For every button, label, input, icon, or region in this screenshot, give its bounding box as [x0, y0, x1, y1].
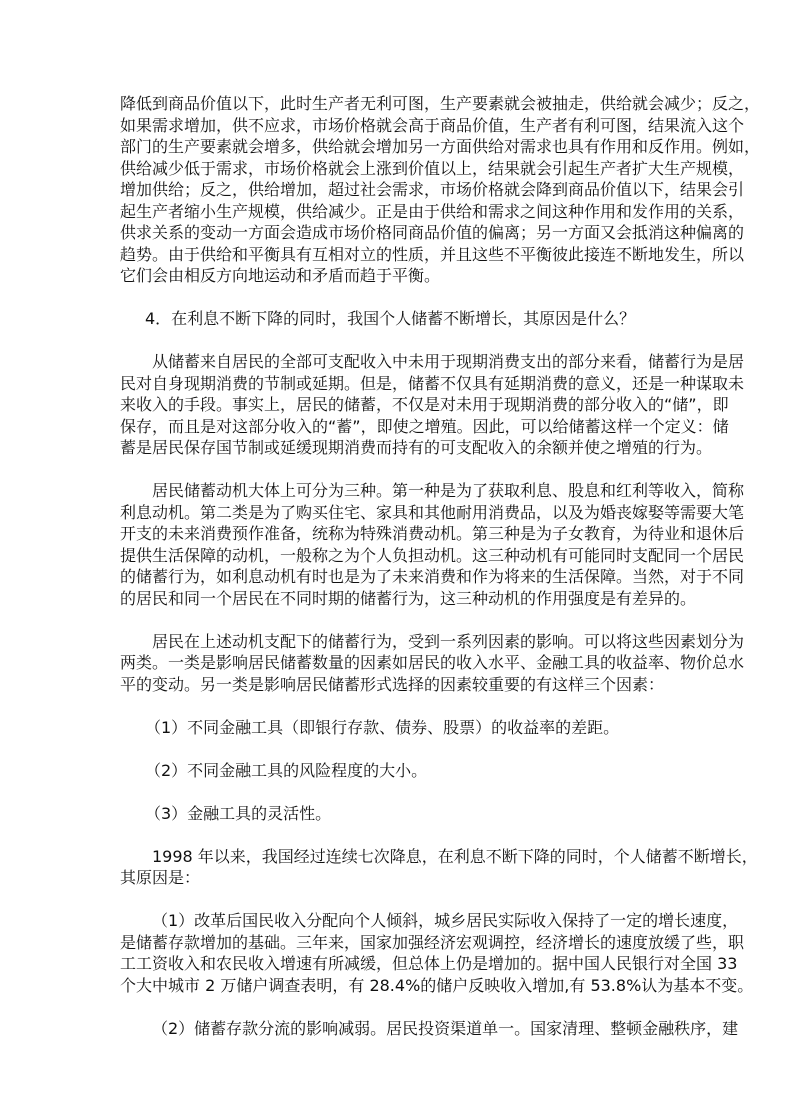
text-line: （1）不同金融工具（即银行存款、债券、股票）的收益率的差距。 [145, 717, 620, 737]
paragraph-spacer [120, 824, 662, 846]
paragraph-spacer [120, 330, 662, 352]
paragraph-spacer [120, 781, 662, 803]
text-line: 提供生活保障的动机，一般称之为个人负担动机。这三种动机有可能同时支配同一个居民 [120, 545, 745, 565]
text-line: 它们会由相反方向地运动和矛盾而趋于平衡。 [120, 266, 441, 285]
text-line: 如果需求增加，供不应求，市场价格就会高于商品价值，生产者有利可图，结果流入这个 [120, 115, 745, 135]
text-line: 增加供给；反之，供给增加，超过社会需求，市场价格就会降到商品价值以下，结果会引 [120, 180, 745, 199]
text-line: 个大中城市 2 万储户调查表明，有 28.4%的储户反映收入增加,有 53.8%认为基本不变。 [120, 975, 754, 995]
text-line: 的居民和同一个居民在不同时期的储蓄行为，这三种动机的作用强度是有差异的。 [120, 588, 697, 608]
paragraph-spacer [120, 738, 662, 760]
text-line: 从储蓄来自居民的全部可支配收入中未用于现期消费支出的部分来看，储蓄行为是居 [152, 352, 745, 371]
text-line: 居民在上述动机支配下的储蓄行为，受到一系列因素的影响。可以将这些因素划分为 [152, 631, 745, 651]
text-line: 是储蓄存款增加的基础。三年来，国家加强经济宏观调控，经济增长的速度放缓了些，职 [120, 932, 745, 952]
text-line: 的储蓄行为，如利息动机有时也是为了未来消费和作为将来的生活保障。当然，对于不同 [120, 567, 745, 586]
text-line: 1998 年以来，我国经过连续七次降息，在利息不断下降的同时，个人储蓄不断增长， [152, 846, 758, 866]
text-line: 供给减少低于需求，市场价格就会上涨到价值以上，结果就会引起生产者扩大生产规模， [120, 158, 745, 178]
text-line: 平的变动。另一类是影响居民储蓄形式选择的因素较重要的有这样三个因素： [120, 674, 665, 694]
text-line: （2）不同金融工具的风险程度的大小。 [145, 760, 428, 780]
list-item [120, 760, 662, 782]
list-item [120, 717, 662, 739]
text-line: 保存，而且是对这部分收入的“蓄”，即使之增殖。因此，可以给储蓄这样一个定义：储 [120, 416, 729, 436]
text-line: （1）改革后国民收入分配向个人倾斜，城乡居民实际收入保持了一定的增长速度， [152, 911, 739, 930]
paragraph-spacer [120, 695, 662, 717]
text-line: 趋势。由于供给和平衡具有互相对立的性质，并且这些不平衡彼此接连不断地发生，所以 [120, 244, 745, 264]
paragraph [120, 631, 745, 696]
paragraph [120, 93, 761, 287]
text-line: 部门的生产要素就会增多，供给就会增加另一方面供给对需求也具有作用和反作用。例如， [120, 137, 761, 156]
paragraph-spacer [120, 609, 662, 631]
paragraph [120, 351, 745, 459]
text-line: 两类。一类是影响居民储蓄数量的因素如居民的收入水平、金融工具的收益率、物价总水 [120, 653, 745, 672]
text-line: 利息动机。第二类是为了购买住宅、家具和其他耐用消费品，以及为婚丧嫁娶等需要大笔 [120, 502, 745, 522]
paragraph [120, 910, 754, 996]
text-line: 蓄是居民保存国节制或延缓现期消费而持有的可支配收入的余额并使之增殖的行为。 [120, 438, 713, 457]
paragraph [120, 1018, 739, 1040]
paragraph [120, 846, 758, 889]
text-line: 工工资收入和农民收入增速有所减缓，但总体上仍是增加的。据中国人民银行对全国 33 [120, 954, 738, 973]
paragraph-spacer [120, 996, 662, 1018]
paragraph [120, 480, 745, 609]
text-line: 起生产者缩小生产规模，供给减少。正是由于供给和需求之间这种作用和发作用的关系， [120, 201, 745, 221]
text-line: 居民储蓄动机大体上可分为三种。第一种是为了获取利息、股息和红利等收入，简称 [152, 481, 745, 500]
document-body [120, 93, 761, 1039]
text-line: 来收入的手段。事实上，居民的储蓄，不仅是对未用于现期消费的部分收入的“储”，即 [120, 395, 729, 414]
text-line: （3）金融工具的灵活性。 [145, 803, 332, 823]
text-line: 其原因是： [120, 868, 201, 887]
text-line: 供求关系的变动一方面会造成市场价格同商品价值的偏离；另一方面又会抵消这种偏离的 [120, 223, 745, 242]
list-item [120, 803, 662, 825]
paragraph-spacer [120, 889, 662, 911]
text-line: 降低到商品价值以下，此时生产者无利可图，生产要素就会被抽走，供给就会减少；反之， [120, 94, 761, 113]
paragraph-spacer [120, 459, 662, 481]
text-line: （2）储蓄存款分流的影响减弱。居民投资渠道单一。国家清理、整顿金融秩序，建 [152, 1018, 739, 1038]
text-line: 4．在利息不断下降的同时，我国个人储蓄不断增长，其原因是什么？ [145, 309, 636, 328]
paragraph-spacer [120, 287, 662, 309]
text-line: 民对自身现期消费的节制或延期。但是，储蓄不仅具有延期消费的意义，还是一种谋取未 [120, 373, 745, 393]
question-heading [120, 308, 662, 330]
text-line: 开支的未来消费预作准备，统称为特殊消费动机。第三种是为子女教育，为待业和退休后 [120, 524, 745, 543]
